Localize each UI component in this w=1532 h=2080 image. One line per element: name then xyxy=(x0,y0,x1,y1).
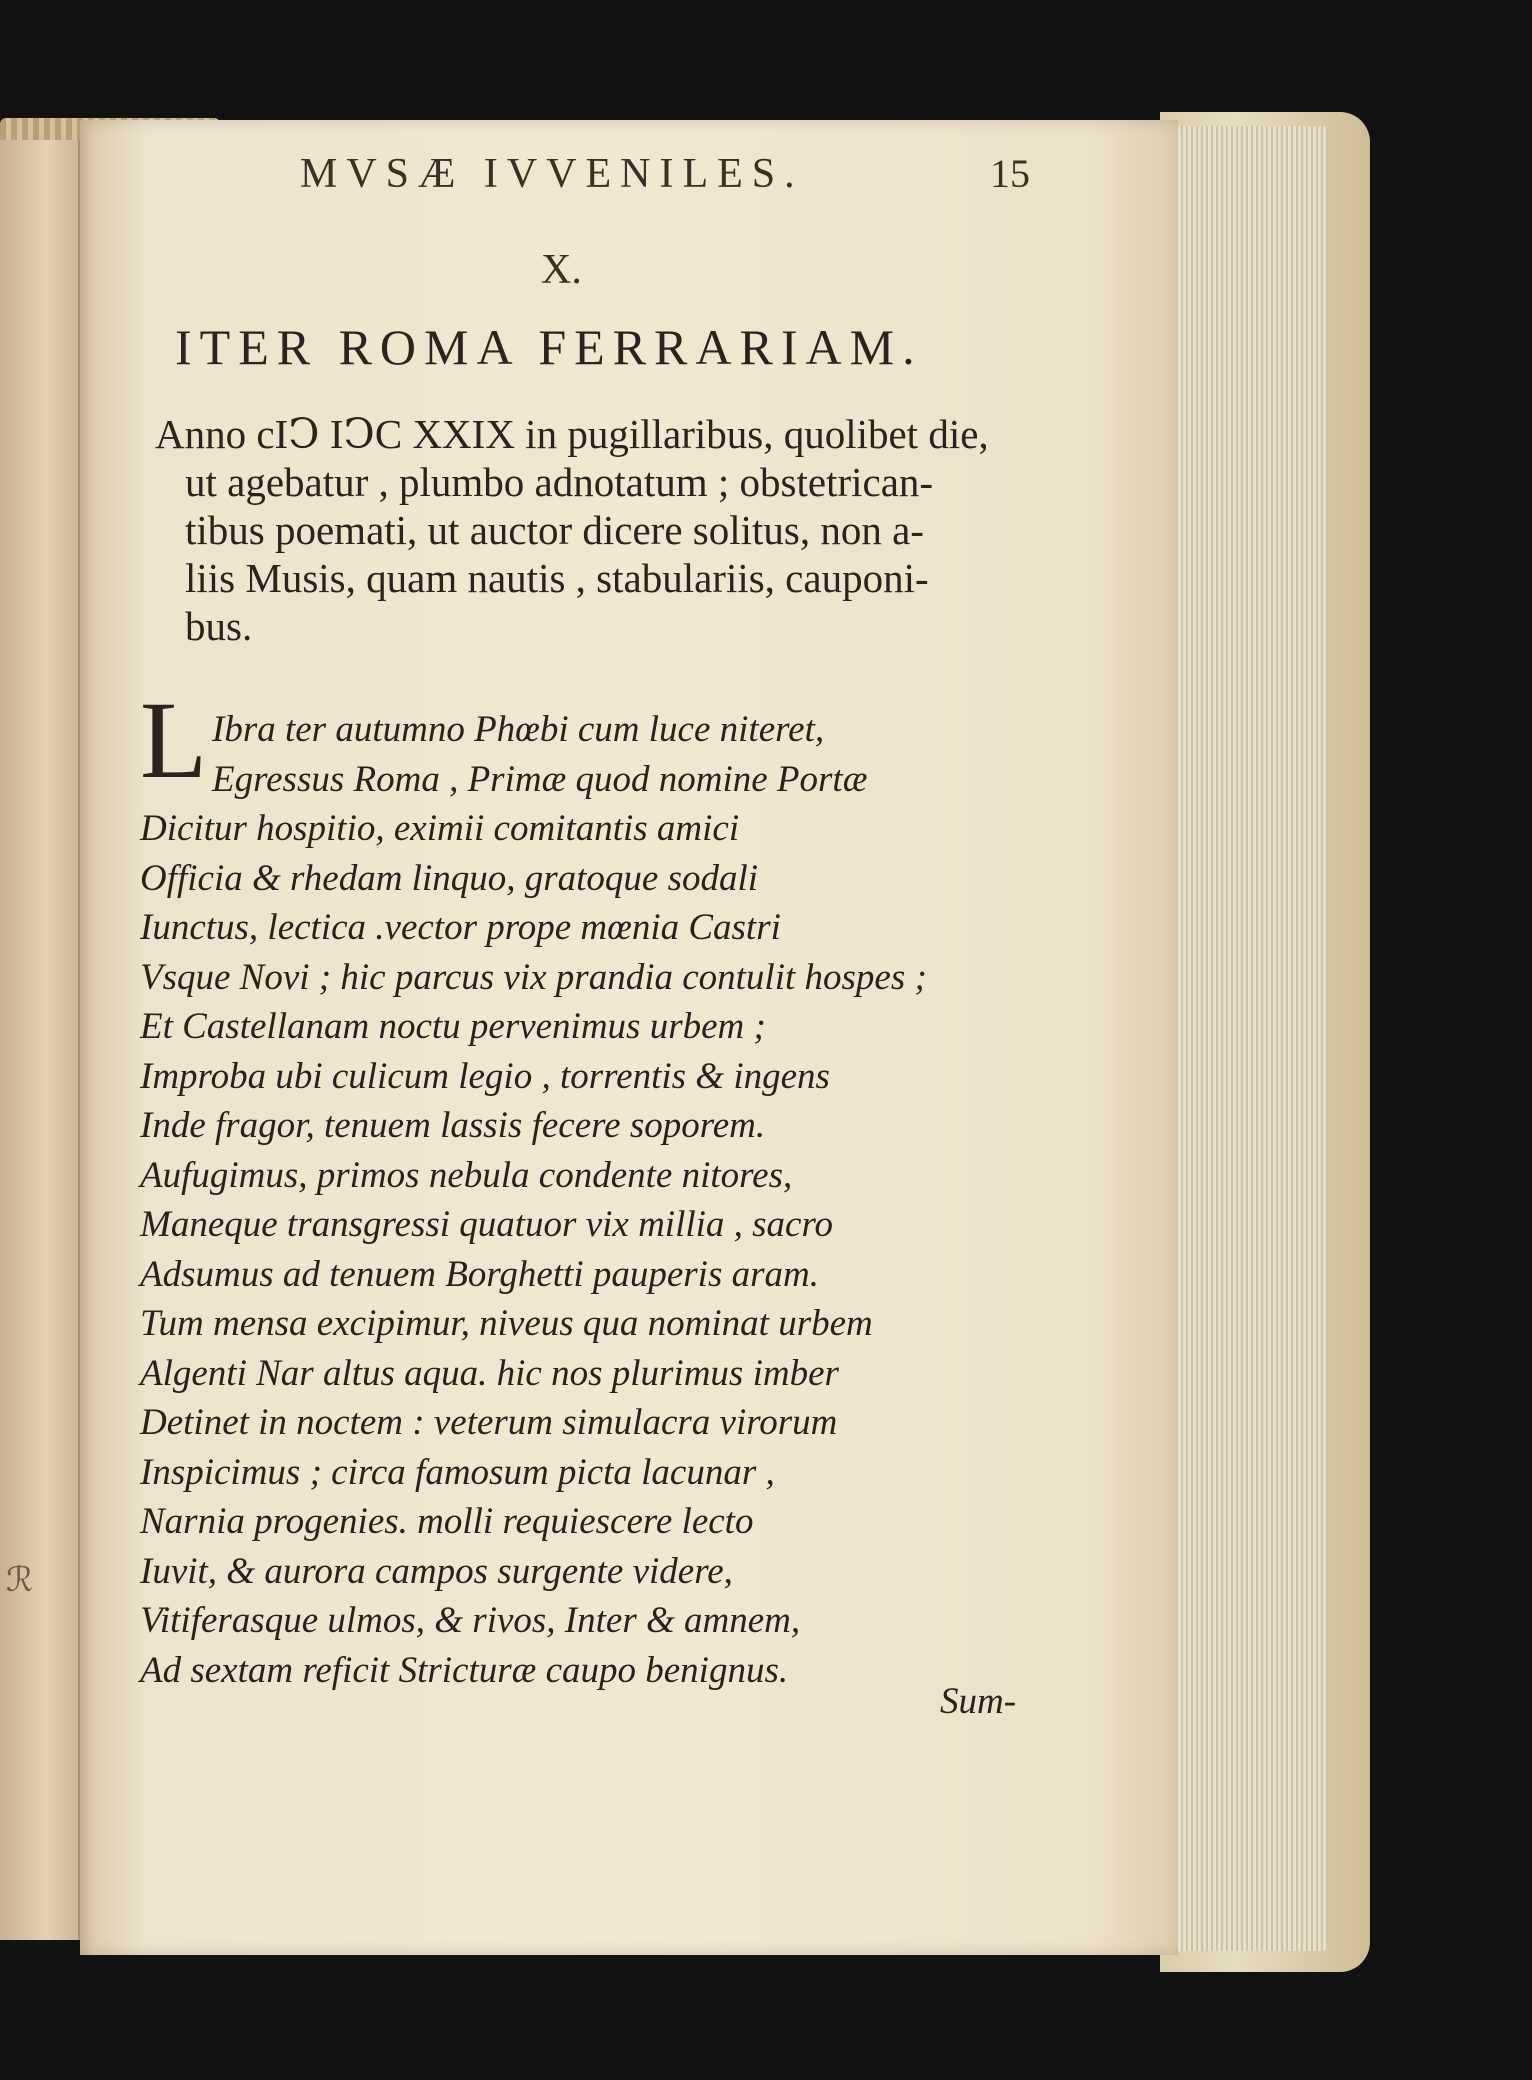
poem-line: Inspicimus ; circa famosum picta lacunar , xyxy=(140,1451,775,1493)
drop-cap-initial: L xyxy=(140,679,208,801)
poem-line: Iuvit, & aurora campos surgente videre, xyxy=(140,1550,733,1592)
intro-line: bus. xyxy=(185,603,253,649)
catchword: Sum- xyxy=(940,1681,1017,1722)
page-block-edges xyxy=(1178,126,1328,1951)
intro-line: Anno cIↃ IↃC XXIX in pugillaribus, quolibet die, xyxy=(155,411,989,457)
poem-line: Vsque Novi ; hic parcus vix prandia contulit hospes ; xyxy=(140,956,927,998)
section-number: X. xyxy=(541,247,582,293)
poem-line: Egressus Roma , Primæ quod nomine Portæ xyxy=(212,758,868,800)
poem-body xyxy=(140,705,1070,1695)
left-page-edge xyxy=(0,140,80,1940)
poem-line: Aufugimus, primos nebula condente nitores, xyxy=(140,1154,793,1196)
left-page-margin-mark: ℛ xyxy=(6,1562,34,1599)
poem-line: Adsumus ad tenuem Borghetti pauperis aram. xyxy=(140,1253,819,1295)
poem-line: Maneque transgressi quatuor vix millia , sacro xyxy=(140,1204,834,1245)
poem-line: Dicitur hospitio, eximii comitantis amici xyxy=(140,808,740,849)
intro-paragraph xyxy=(155,410,1055,650)
intro-line: tibus poemati, ut auctor dicere solitus, non a- xyxy=(185,507,924,553)
intro-line: liis Musis, quam nautis , stabulariis, cauponi- xyxy=(185,555,929,601)
poem-line: Tum mensa excipimur, niveus qua nominat urbem xyxy=(140,1303,873,1344)
poem-line: Officia & rhedam linquo, gratoque sodali xyxy=(140,857,759,899)
poem-line: Narnia progenies. molli requiescere lecto xyxy=(140,1501,754,1542)
running-title: MVSÆ IVVENILES. xyxy=(300,151,804,197)
page-number: 15 xyxy=(990,151,1030,196)
section-title: ITER ROMA FERRARIAM. xyxy=(175,319,923,375)
poem-line: Et Castellanam noctu pervenimus urbem ; xyxy=(140,1006,766,1047)
poem-line: Vitiferasque ulmos, & rivos, Inter & amnem, xyxy=(140,1600,801,1641)
poem-line: Iunctus, lectica .vector prope mœnia Castri xyxy=(140,907,781,948)
poem-line: Inde fragor, tenuem lassis fecere soporem. xyxy=(140,1105,766,1146)
intro-line: ut agebatur , plumbo adnotatum ; obstetrican- xyxy=(185,459,934,505)
poem-line: Ibra ter autumno Phœbi cum luce niteret, xyxy=(212,709,825,750)
poem-line: Ad sextam reficit Stricturæ caupo benignus. xyxy=(140,1649,789,1691)
poem-line: Detinet in noctem : veterum simulacra virorum xyxy=(140,1402,838,1443)
poem-line: Improba ubi culicum legio , torrentis & ingens xyxy=(140,1055,830,1097)
poem-line: Algenti Nar altus aqua. hic nos plurimus imber xyxy=(140,1352,839,1394)
